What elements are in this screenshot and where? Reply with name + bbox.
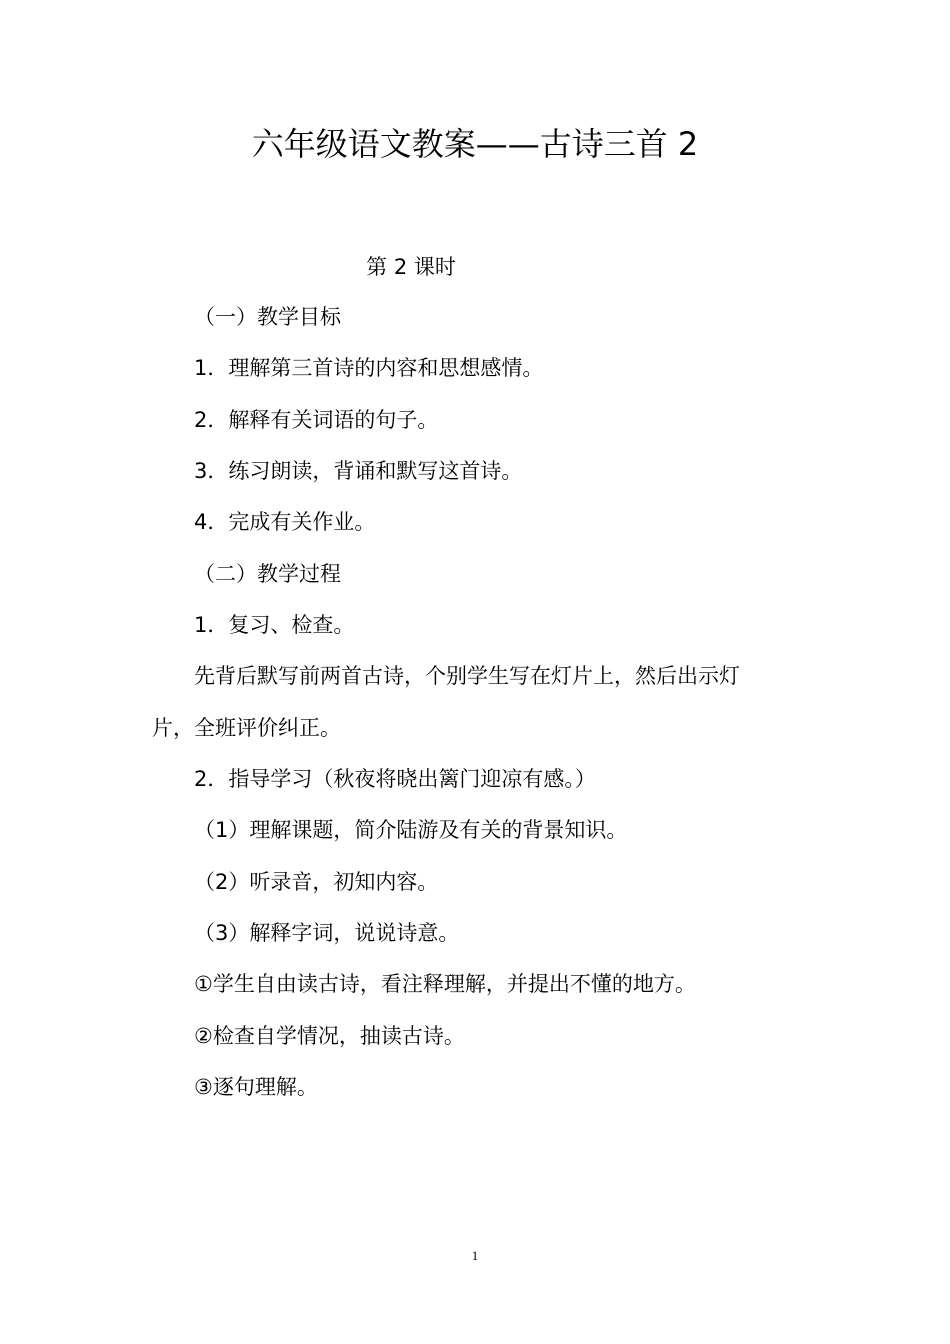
numbered-item: ②检查自学情况，抽读古诗。 <box>194 1024 465 1048</box>
objective-item: 3．练习朗读，背诵和默写这首诗。 <box>194 459 523 483</box>
sub-step: （3）解释字词，说说诗意。 <box>194 921 460 945</box>
section-heading-process: （二）教学过程 <box>194 562 341 586</box>
paragraph-line: 先背后默写前两首古诗，个别学生写在灯片上，然后出示灯 <box>194 664 740 688</box>
lesson-period: 第 2 课时 <box>366 255 456 279</box>
sub-step: （2）听录音，初知内容。 <box>194 870 439 894</box>
process-step: 1．复习、检查。 <box>194 613 355 637</box>
page-number: 1 <box>471 1248 479 1263</box>
section-heading-objectives: （一）教学目标 <box>194 305 341 329</box>
numbered-item: ③逐句理解。 <box>194 1075 318 1099</box>
sub-step: （1）理解课题，简介陆游及有关的背景知识。 <box>194 818 628 842</box>
objective-item: 1．理解第三首诗的内容和思想感情。 <box>194 356 544 380</box>
objective-item: 4．完成有关作业。 <box>194 510 376 534</box>
paragraph-line: 片，全班评价纠正。 <box>152 716 341 740</box>
process-step: 2．指导学习（秋夜将晓出篱门迎凉有感。） <box>194 767 596 791</box>
numbered-item: ①学生自由读古诗，看注释理解，并提出不懂的地方。 <box>194 972 696 996</box>
objective-item: 2．解释有关词语的句子。 <box>194 408 439 432</box>
document-title: 六年级语文教案——古诗三首 2 <box>251 125 699 163</box>
